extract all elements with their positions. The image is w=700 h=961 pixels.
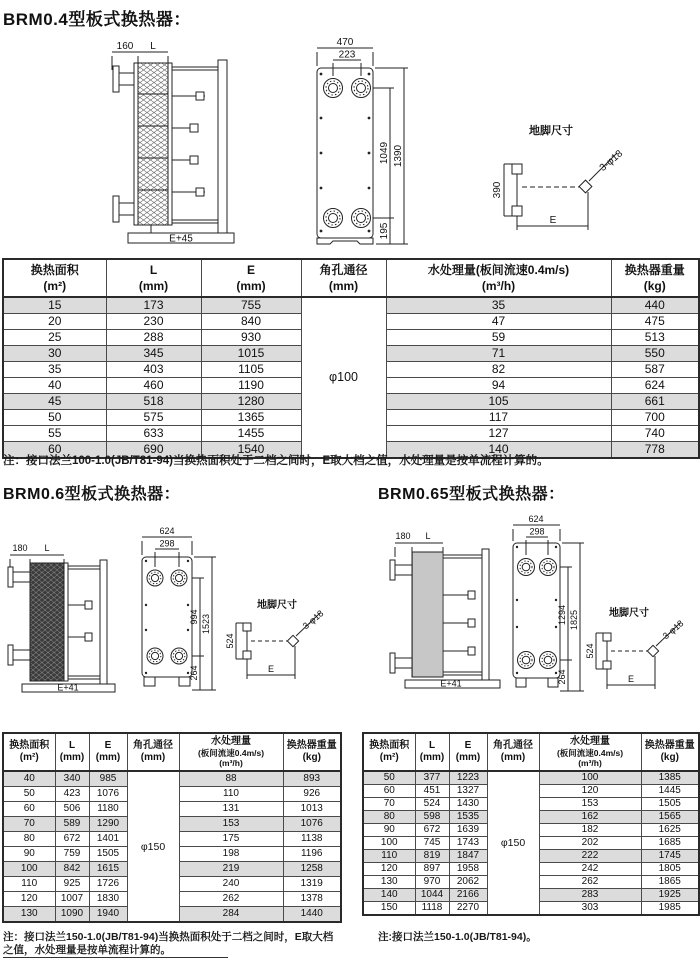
table-cell: 1565 xyxy=(641,811,699,824)
note-divider xyxy=(3,957,228,958)
dim-label: 223 xyxy=(338,49,356,61)
table-cell: 173 xyxy=(106,297,201,314)
table-cell: 842 xyxy=(55,862,89,877)
table-cell: 1847 xyxy=(449,850,487,863)
table-cell: 1196 xyxy=(283,847,341,862)
dim-label: 195 xyxy=(379,222,390,240)
table-cell: 475 xyxy=(611,314,699,330)
brm065-front-view xyxy=(513,525,584,691)
dim-label: 1390 xyxy=(393,144,404,168)
table-cell: 202 xyxy=(539,837,641,850)
table-cell: 1007 xyxy=(55,892,89,907)
bore-cell: φ150 xyxy=(127,771,179,922)
table-cell: 403 xyxy=(106,362,201,378)
table-cell: 1430 xyxy=(449,798,487,811)
table-cell: 893 xyxy=(283,771,341,787)
column-header: L (mm) xyxy=(55,733,89,771)
table-cell: 1401 xyxy=(89,832,127,847)
dim-label: 1049 xyxy=(379,141,390,165)
dim-label: 1294 xyxy=(557,604,567,626)
table-cell: 60 xyxy=(363,785,415,798)
foundation-title: 地脚尺寸 xyxy=(257,600,297,611)
table-cell: 930 xyxy=(201,330,301,346)
table-cell: 1830 xyxy=(89,892,127,907)
column-header: 水处理量 (板间流速0.4m/s) (m³/h) xyxy=(539,733,641,771)
table-cell: 59 xyxy=(386,330,611,346)
table-cell: 94 xyxy=(386,378,611,394)
dim-label: E+45 xyxy=(169,233,193,245)
dim-label: 524 xyxy=(585,643,595,659)
table-cell: 50 xyxy=(363,771,415,785)
table-cell: 262 xyxy=(539,876,641,889)
table-cell: 1365 xyxy=(201,410,301,426)
table-cell: 598 xyxy=(415,811,449,824)
table-cell: 35 xyxy=(3,362,106,378)
dim-label: 298 xyxy=(159,538,175,549)
table-cell: 550 xyxy=(611,346,699,362)
dim-label: 524 xyxy=(225,633,235,649)
table-cell: 25 xyxy=(3,330,106,346)
table-cell: 1223 xyxy=(449,771,487,785)
table-cell: 985 xyxy=(89,771,127,787)
section-title-brm06: BRM0.6型板式换热器： xyxy=(3,486,181,503)
table-cell: 40 xyxy=(3,771,55,787)
table-cell: 1805 xyxy=(641,863,699,876)
table-cell: 778 xyxy=(611,442,699,459)
table-cell: 633 xyxy=(106,426,201,442)
table-cell: 153 xyxy=(539,798,641,811)
column-header: 换热器重量 (kg) xyxy=(611,259,699,297)
table-cell: 80 xyxy=(363,811,415,824)
column-header: 角孔通径 (mm) xyxy=(301,259,386,297)
table-cell: 175 xyxy=(179,832,283,847)
table-cell: 284 xyxy=(179,907,283,923)
column-header: L (mm) xyxy=(106,259,201,297)
table-cell: 1105 xyxy=(201,362,301,378)
table-cell: 1015 xyxy=(201,346,301,362)
table-cell: 925 xyxy=(55,877,89,892)
table-cell: 1865 xyxy=(641,876,699,889)
table-cell: 1445 xyxy=(641,785,699,798)
brm04-side-view xyxy=(112,52,234,243)
table-cell: 897 xyxy=(415,863,449,876)
brm06-drawing xyxy=(0,505,350,730)
dim-label: 624 xyxy=(528,514,544,524)
bore-cell: φ100 xyxy=(301,297,386,458)
table-cell: 100 xyxy=(539,771,641,785)
dim-label: 3-φ18 xyxy=(300,608,326,632)
table-cell: 1615 xyxy=(89,862,127,877)
brm065-note: 注:接口法兰150-1.0(JB/T81-94)。 xyxy=(378,931,537,943)
table-cell: 40 xyxy=(3,378,106,394)
column-header: E (mm) xyxy=(449,733,487,771)
table-cell: 82 xyxy=(386,362,611,378)
dim-label: E+41 xyxy=(57,682,79,693)
table-cell: 1925 xyxy=(641,889,699,902)
table-cell: 1118 xyxy=(415,902,449,916)
table-cell: 35 xyxy=(386,297,611,314)
dim-label: 160 xyxy=(116,41,134,52)
table-cell: 624 xyxy=(611,378,699,394)
table-cell: 1625 xyxy=(641,824,699,837)
table-cell: 745 xyxy=(415,837,449,850)
brm04-note: 注：接口法兰100-1.0(JB/T81-94)当换热面积处于二档之间时，E取大档之值，水处理量是按单流程计算的。 xyxy=(3,455,549,467)
table-cell: 1044 xyxy=(415,889,449,902)
dim-label: 264 xyxy=(557,669,567,685)
table-cell: 1385 xyxy=(641,771,699,785)
column-header: 角孔通径 (mm) xyxy=(487,733,539,771)
table-cell: 377 xyxy=(415,771,449,785)
section-title-brm065: BRM0.65型板式换热器： xyxy=(378,486,565,503)
foundation-title: 地脚尺寸 xyxy=(609,608,649,619)
column-header: 换热面积 (m²) xyxy=(363,733,415,771)
table-cell: 1958 xyxy=(449,863,487,876)
table-cell: 140 xyxy=(386,442,611,459)
dim-label: 298 xyxy=(529,526,545,537)
brm06-front-view xyxy=(142,537,216,690)
table-cell: 45 xyxy=(3,394,106,410)
table-cell: 524 xyxy=(415,798,449,811)
brm04-table xyxy=(2,258,700,459)
table-cell: 71 xyxy=(386,346,611,362)
table-cell: 20 xyxy=(3,314,106,330)
column-header: E (mm) xyxy=(89,733,127,771)
table-cell: 1013 xyxy=(283,802,341,817)
dim-label: E xyxy=(627,674,635,684)
table-cell: 70 xyxy=(363,798,415,811)
table-cell: 345 xyxy=(106,346,201,362)
table-cell: 120 xyxy=(3,892,55,907)
table-cell: 120 xyxy=(363,863,415,876)
table-cell: 262 xyxy=(179,892,283,907)
table-cell: 2062 xyxy=(449,876,487,889)
column-header: 换热面积 (m²) xyxy=(3,259,106,297)
table-cell: 127 xyxy=(386,426,611,442)
table-cell: 1639 xyxy=(449,824,487,837)
table-cell: 1743 xyxy=(449,837,487,850)
table-cell: 1535 xyxy=(449,811,487,824)
table-cell: 105 xyxy=(386,394,611,410)
brm04-drawing xyxy=(0,30,700,258)
table-cell: 88 xyxy=(179,771,283,787)
table-cell: 2166 xyxy=(449,889,487,902)
table-cell: 1327 xyxy=(449,785,487,798)
table-cell: 50 xyxy=(3,787,55,802)
table-cell: 55 xyxy=(3,426,106,442)
table-cell: 222 xyxy=(539,850,641,863)
table-cell: 340 xyxy=(55,771,89,787)
dim-label: 470 xyxy=(336,37,354,48)
table-cell: 1090 xyxy=(55,907,89,923)
bore-cell: φ150 xyxy=(487,771,539,915)
table-cell: 288 xyxy=(106,330,201,346)
table-cell: 153 xyxy=(179,817,283,832)
table-cell: 140 xyxy=(363,889,415,902)
table-row xyxy=(3,297,699,314)
table-cell: 440 xyxy=(611,297,699,314)
table-cell: 970 xyxy=(415,876,449,889)
table-cell: 80 xyxy=(3,832,55,847)
table-cell: 162 xyxy=(539,811,641,824)
table-cell: 451 xyxy=(415,785,449,798)
table-cell: 120 xyxy=(539,785,641,798)
brm06-table xyxy=(2,732,342,923)
table-cell: 30 xyxy=(3,346,106,362)
column-header: E (mm) xyxy=(201,259,301,297)
table-cell: 575 xyxy=(106,410,201,426)
dim-label: 1825 xyxy=(569,609,579,631)
table-cell: 50 xyxy=(3,410,106,426)
table-cell: 131 xyxy=(179,802,283,817)
table-cell: 1138 xyxy=(283,832,341,847)
table-cell: 1685 xyxy=(641,837,699,850)
table-cell: 90 xyxy=(363,824,415,837)
table-cell: 240 xyxy=(179,877,283,892)
table-cell: 1505 xyxy=(641,798,699,811)
table-cell: 506 xyxy=(55,802,89,817)
table-cell: 1726 xyxy=(89,877,127,892)
table-cell: 47 xyxy=(386,314,611,330)
table-cell: 1505 xyxy=(89,847,127,862)
dim-label: E xyxy=(267,664,275,674)
column-header: 角孔通径 (mm) xyxy=(127,733,179,771)
column-header: L (mm) xyxy=(415,733,449,771)
table-cell: 2270 xyxy=(449,902,487,916)
dim-label: L xyxy=(44,543,50,553)
table-cell: 1319 xyxy=(283,877,341,892)
table-cell: 759 xyxy=(55,847,89,862)
table-cell: 70 xyxy=(3,817,55,832)
dim-label: L xyxy=(150,41,156,52)
table-row xyxy=(363,771,699,785)
table-cell: 1076 xyxy=(89,787,127,802)
table-cell: 589 xyxy=(55,817,89,832)
table-cell: 661 xyxy=(611,394,699,410)
table-cell: 110 xyxy=(3,877,55,892)
dim-label: 3-φ18 xyxy=(597,148,626,174)
column-header: 换热面积 (m²) xyxy=(3,733,55,771)
table-cell: 1290 xyxy=(89,817,127,832)
dim-label: 994 xyxy=(189,609,199,625)
table-cell: 672 xyxy=(415,824,449,837)
brm065-side-view xyxy=(390,543,500,688)
table-cell: 1280 xyxy=(201,394,301,410)
table-cell: 1076 xyxy=(283,817,341,832)
table-cell: 423 xyxy=(55,787,89,802)
brm065-table xyxy=(362,732,700,916)
table-cell: 90 xyxy=(3,847,55,862)
table-cell: 110 xyxy=(179,787,283,802)
table-cell: 1985 xyxy=(641,902,699,916)
column-header: 换热器重量 (kg) xyxy=(641,733,699,771)
table-cell: 130 xyxy=(363,876,415,889)
table-cell: 150 xyxy=(363,902,415,916)
dim-label: 180 xyxy=(12,543,28,553)
table-cell: 587 xyxy=(611,362,699,378)
table-cell: 110 xyxy=(363,850,415,863)
dim-label: 180 xyxy=(395,531,411,541)
column-header: 水处理量 (板间流速0.4m/s) (m³/h) xyxy=(179,733,283,771)
table-cell: 819 xyxy=(415,850,449,863)
table-cell: 518 xyxy=(106,394,201,410)
table-cell: 460 xyxy=(106,378,201,394)
dim-label: 390 xyxy=(492,181,503,199)
table-cell: 755 xyxy=(201,297,301,314)
brm06-side-view xyxy=(8,555,115,692)
table-cell: 690 xyxy=(106,442,201,459)
table-cell: 513 xyxy=(611,330,699,346)
table-cell: 60 xyxy=(3,802,55,817)
table-cell: 1745 xyxy=(641,850,699,863)
table-cell: 182 xyxy=(539,824,641,837)
table-cell: 198 xyxy=(179,847,283,862)
dim-label: 264 xyxy=(189,665,199,681)
table-cell: 926 xyxy=(283,787,341,802)
brm06-note: 注：接口法兰150-1.0(JB/T81-94)当换热面积处于二档之间时，E取大档之值，水处理量是按单流程计算的。 xyxy=(3,931,334,957)
dim-label: E xyxy=(549,215,557,226)
table-cell: 219 xyxy=(179,862,283,877)
table-cell: 130 xyxy=(3,907,55,923)
column-header: 换热器重量 (kg) xyxy=(283,733,341,771)
table-cell: 60 xyxy=(3,442,106,459)
table-cell: 117 xyxy=(386,410,611,426)
table-cell: 15 xyxy=(3,297,106,314)
table-cell: 100 xyxy=(3,862,55,877)
dim-label: L xyxy=(425,531,431,541)
table-cell: 1258 xyxy=(283,862,341,877)
table-cell: 1190 xyxy=(201,378,301,394)
table-cell: 283 xyxy=(539,889,641,902)
dim-label: E+41 xyxy=(440,678,462,689)
table-cell: 1455 xyxy=(201,426,301,442)
dim-label: 3-φ18 xyxy=(660,618,686,642)
table-cell: 1180 xyxy=(89,802,127,817)
table-row xyxy=(3,771,341,787)
foundation-title: 地脚尺寸 xyxy=(529,125,573,137)
table-cell: 303 xyxy=(539,902,641,916)
brm065-drawing xyxy=(350,505,700,730)
table-cell: 672 xyxy=(55,832,89,847)
table-cell: 1378 xyxy=(283,892,341,907)
table-cell: 740 xyxy=(611,426,699,442)
table-cell: 840 xyxy=(201,314,301,330)
section-title-brm04: BRM0.4型板式换热器： xyxy=(3,10,191,29)
table-cell: 242 xyxy=(539,863,641,876)
dim-label: 624 xyxy=(159,526,175,536)
table-cell: 230 xyxy=(106,314,201,330)
dim-label: 1523 xyxy=(201,613,211,635)
table-cell: 100 xyxy=(363,837,415,850)
table-cell: 1940 xyxy=(89,907,127,923)
table-cell: 1440 xyxy=(283,907,341,923)
column-header: 水处理量(板间流速0.4m/s) (m³/h) xyxy=(386,259,611,297)
table-cell: 1540 xyxy=(201,442,301,459)
table-cell: 700 xyxy=(611,410,699,426)
